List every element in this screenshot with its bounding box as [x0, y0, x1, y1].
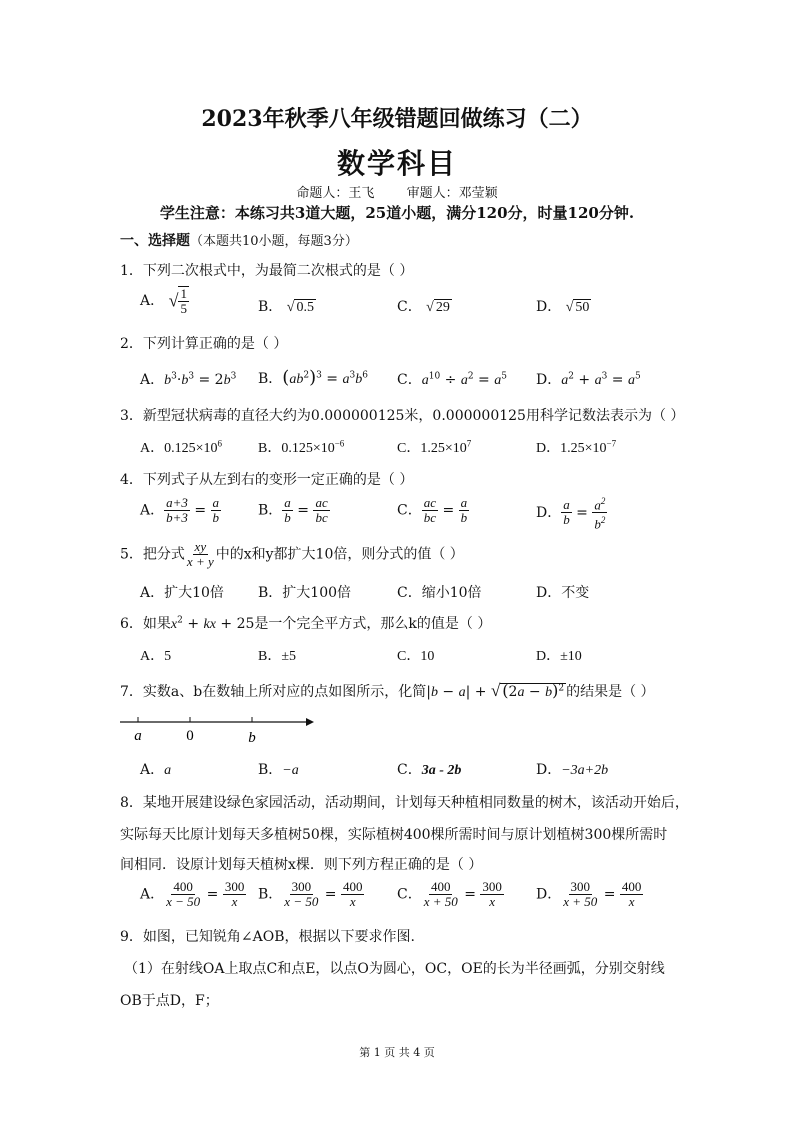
page-footer: 第 1 页 共 4 页: [359, 1046, 435, 1059]
author: 命题人：王飞: [296, 186, 375, 201]
arrow-icon: [306, 718, 314, 726]
q5-fraction: $\frac{xy}{x + y}$: [186, 539, 214, 569]
q3-option-d: D．$1.25\times 10^{-7}$: [536, 438, 617, 456]
q6-option-c: C．10: [397, 649, 435, 664]
q1-d-label: D．: [536, 299, 562, 315]
q7-option-b: B．−a: [258, 762, 299, 778]
q4-option-a: A． $\frac{a+3}{b+3}$ = $\frac{a}{b}$: [140, 495, 220, 525]
question-4-stem: 4．下列式子从左到右的变形一定正确的是（ ）: [120, 472, 414, 488]
q1-c-value: 29: [435, 300, 450, 315]
q6-option-b: B．±5: [258, 649, 297, 664]
label-a: a: [134, 728, 142, 744]
q8-option-b: B． $\frac{300}{x - 50}$ = $\frac{400}{x}$: [258, 879, 363, 909]
q2-option-a: A．$b^3\cdot b^3 = 2b^3$: [140, 371, 237, 388]
q1-a-expr: √: [168, 290, 179, 311]
q8-option-c: C． $\frac{400}{x + 50}$ = $\frac{300}{x}$: [397, 879, 502, 909]
q2-option-d: D．$a^2 + a^3 = a^5$: [536, 371, 641, 388]
q1-d-value: 50: [575, 300, 590, 315]
q5-stem-a: 5．把分式: [120, 546, 185, 563]
q4-option-b: B． $\frac{a}{b}$ = $\frac{ac}{bc}$: [258, 495, 328, 525]
q1-c-label: C．: [397, 299, 422, 315]
q5-stem-b: 中的x和y都扩大10倍，则分式的值（ ）: [215, 546, 464, 563]
q5-option-c: C．缩小10倍: [397, 585, 482, 601]
q6-stem-b: 是一个完全平方式，那么k的值是（ ）: [254, 616, 492, 632]
q1-option-a: [140, 286, 189, 316]
question-8-line-2: 实际每天比原计划每天多植树50棵，实际植树400棵所需时间与原计划植树300棵所需时: [120, 827, 668, 843]
question-8-line-1: 8．某地开展建设绿色家园活动，活动期间，计划每天种植相同数量的树木，该活动开始后，: [120, 795, 689, 811]
radical-sign: √: [426, 300, 434, 315]
q1-option-c: [397, 296, 452, 316]
q6-stem-a: 6．如果: [120, 616, 171, 632]
q7-option-d: D．−3a+2b: [536, 762, 609, 778]
question-6-stem: 6．如果$x^2$ + kx + 25是一个完全平方式，那么k的值是（ ）: [120, 615, 492, 632]
question-1-stem: 1．下列二次根式中，为最简二次根式的是（ ）: [120, 263, 414, 279]
document-title: 2023年秋季八年级错题回做练习（二）: [201, 106, 593, 132]
student-notice: 学生注意：本练习共3道大题，25道小题，满分120分，时量120分钟.: [159, 204, 635, 222]
question-9-line-3: OB于点D，F；: [120, 993, 219, 1009]
q1-option-d: [536, 296, 591, 316]
question-3-stem: 3．新型冠状病毒的直径大约为0.000000125米，0.000000125用科学记数法表示为（ ）: [120, 408, 685, 424]
radical-sign: √: [565, 300, 574, 315]
q2-option-c: C．$a^{10} \div a^2 = a^5$: [397, 371, 507, 388]
q5-option-a: A．扩大10倍: [140, 585, 224, 601]
question-7-stem: 7．实数a、b在数轴上所对应的点如图所示，化简|b − a| + √ $(2a - b)^2$ 的结果是（ ）: [120, 681, 655, 700]
label-b: b: [248, 730, 256, 746]
section-label: 一、选择题: [120, 233, 190, 249]
radical-sign: √: [286, 300, 295, 315]
q8-option-a: A． $\frac{400}{x - 50}$ = $\frac{300}{x}$: [140, 879, 245, 909]
q3-option-b: B．$0.125\times 10^{-6}$: [258, 438, 345, 456]
q3-option-c: C．$1.25\times 10^7$: [397, 438, 472, 456]
reviewer: 审题人：邓莹颖: [406, 186, 498, 201]
question-8-line-3: 间相同．设原计划每天植树x棵．则下列方程正确的是（ ）: [120, 857, 483, 873]
q1-b-value: 0.5: [296, 300, 314, 315]
label-zero: 0: [186, 728, 194, 744]
q1-a-label: A．: [140, 293, 165, 309]
author-line: [0, 182, 794, 201]
subject-title: 数学科目: [336, 147, 457, 180]
section-note: （本题共10小题，每题3分）: [190, 234, 358, 249]
q6-option-d: D．±10: [536, 649, 582, 664]
q5-option-b: B．扩大100倍: [258, 585, 352, 601]
q7-stem-a: 7．实数a、b在数轴上所对应的点如图所示，化简: [120, 684, 427, 700]
number-line: [118, 712, 318, 746]
question-5-stem: [120, 540, 464, 569]
question-9-line-1: 9．如图，已知锐角∠AOB，根据以下要求作图.: [120, 929, 415, 945]
q6-option-a: A．5: [140, 649, 172, 664]
q8-option-d: D． $\frac{300}{x + 50}$ = $\frac{400}{x}$: [536, 879, 642, 909]
q4-option-d: D． $\frac{a}{b}$ = $\frac{a^2}{b^2}$: [536, 496, 606, 532]
q1-b-label: B．: [258, 299, 283, 315]
q5-option-d: D．不变: [536, 585, 590, 601]
q7-option-a: A．a: [140, 762, 172, 778]
q4-option-c: C． $\frac{ac}{bc}$ = $\frac{a}{b}$: [397, 495, 468, 525]
q1-a-frac: $\frac{1}{5}$: [180, 286, 187, 316]
q3-option-a: A．$0.125\times 10^6$: [140, 438, 223, 456]
section-heading: [120, 230, 358, 250]
question-2-stem: 2．下列计算正确的是（ ）: [120, 336, 288, 352]
q7-stem-b: 的结果是（ ）: [566, 684, 655, 700]
q1-option-b: [258, 296, 316, 316]
question-9-line-2: （1）在射线OA上取点C和点E，以点O为圆心，OC，OE的长为半径画弧，分别交射线: [124, 961, 665, 977]
q2-option-b: B．$(ab^2)^3 = a^3b^6$: [258, 367, 368, 388]
q7-option-c: C．3a - 2b: [397, 762, 462, 778]
